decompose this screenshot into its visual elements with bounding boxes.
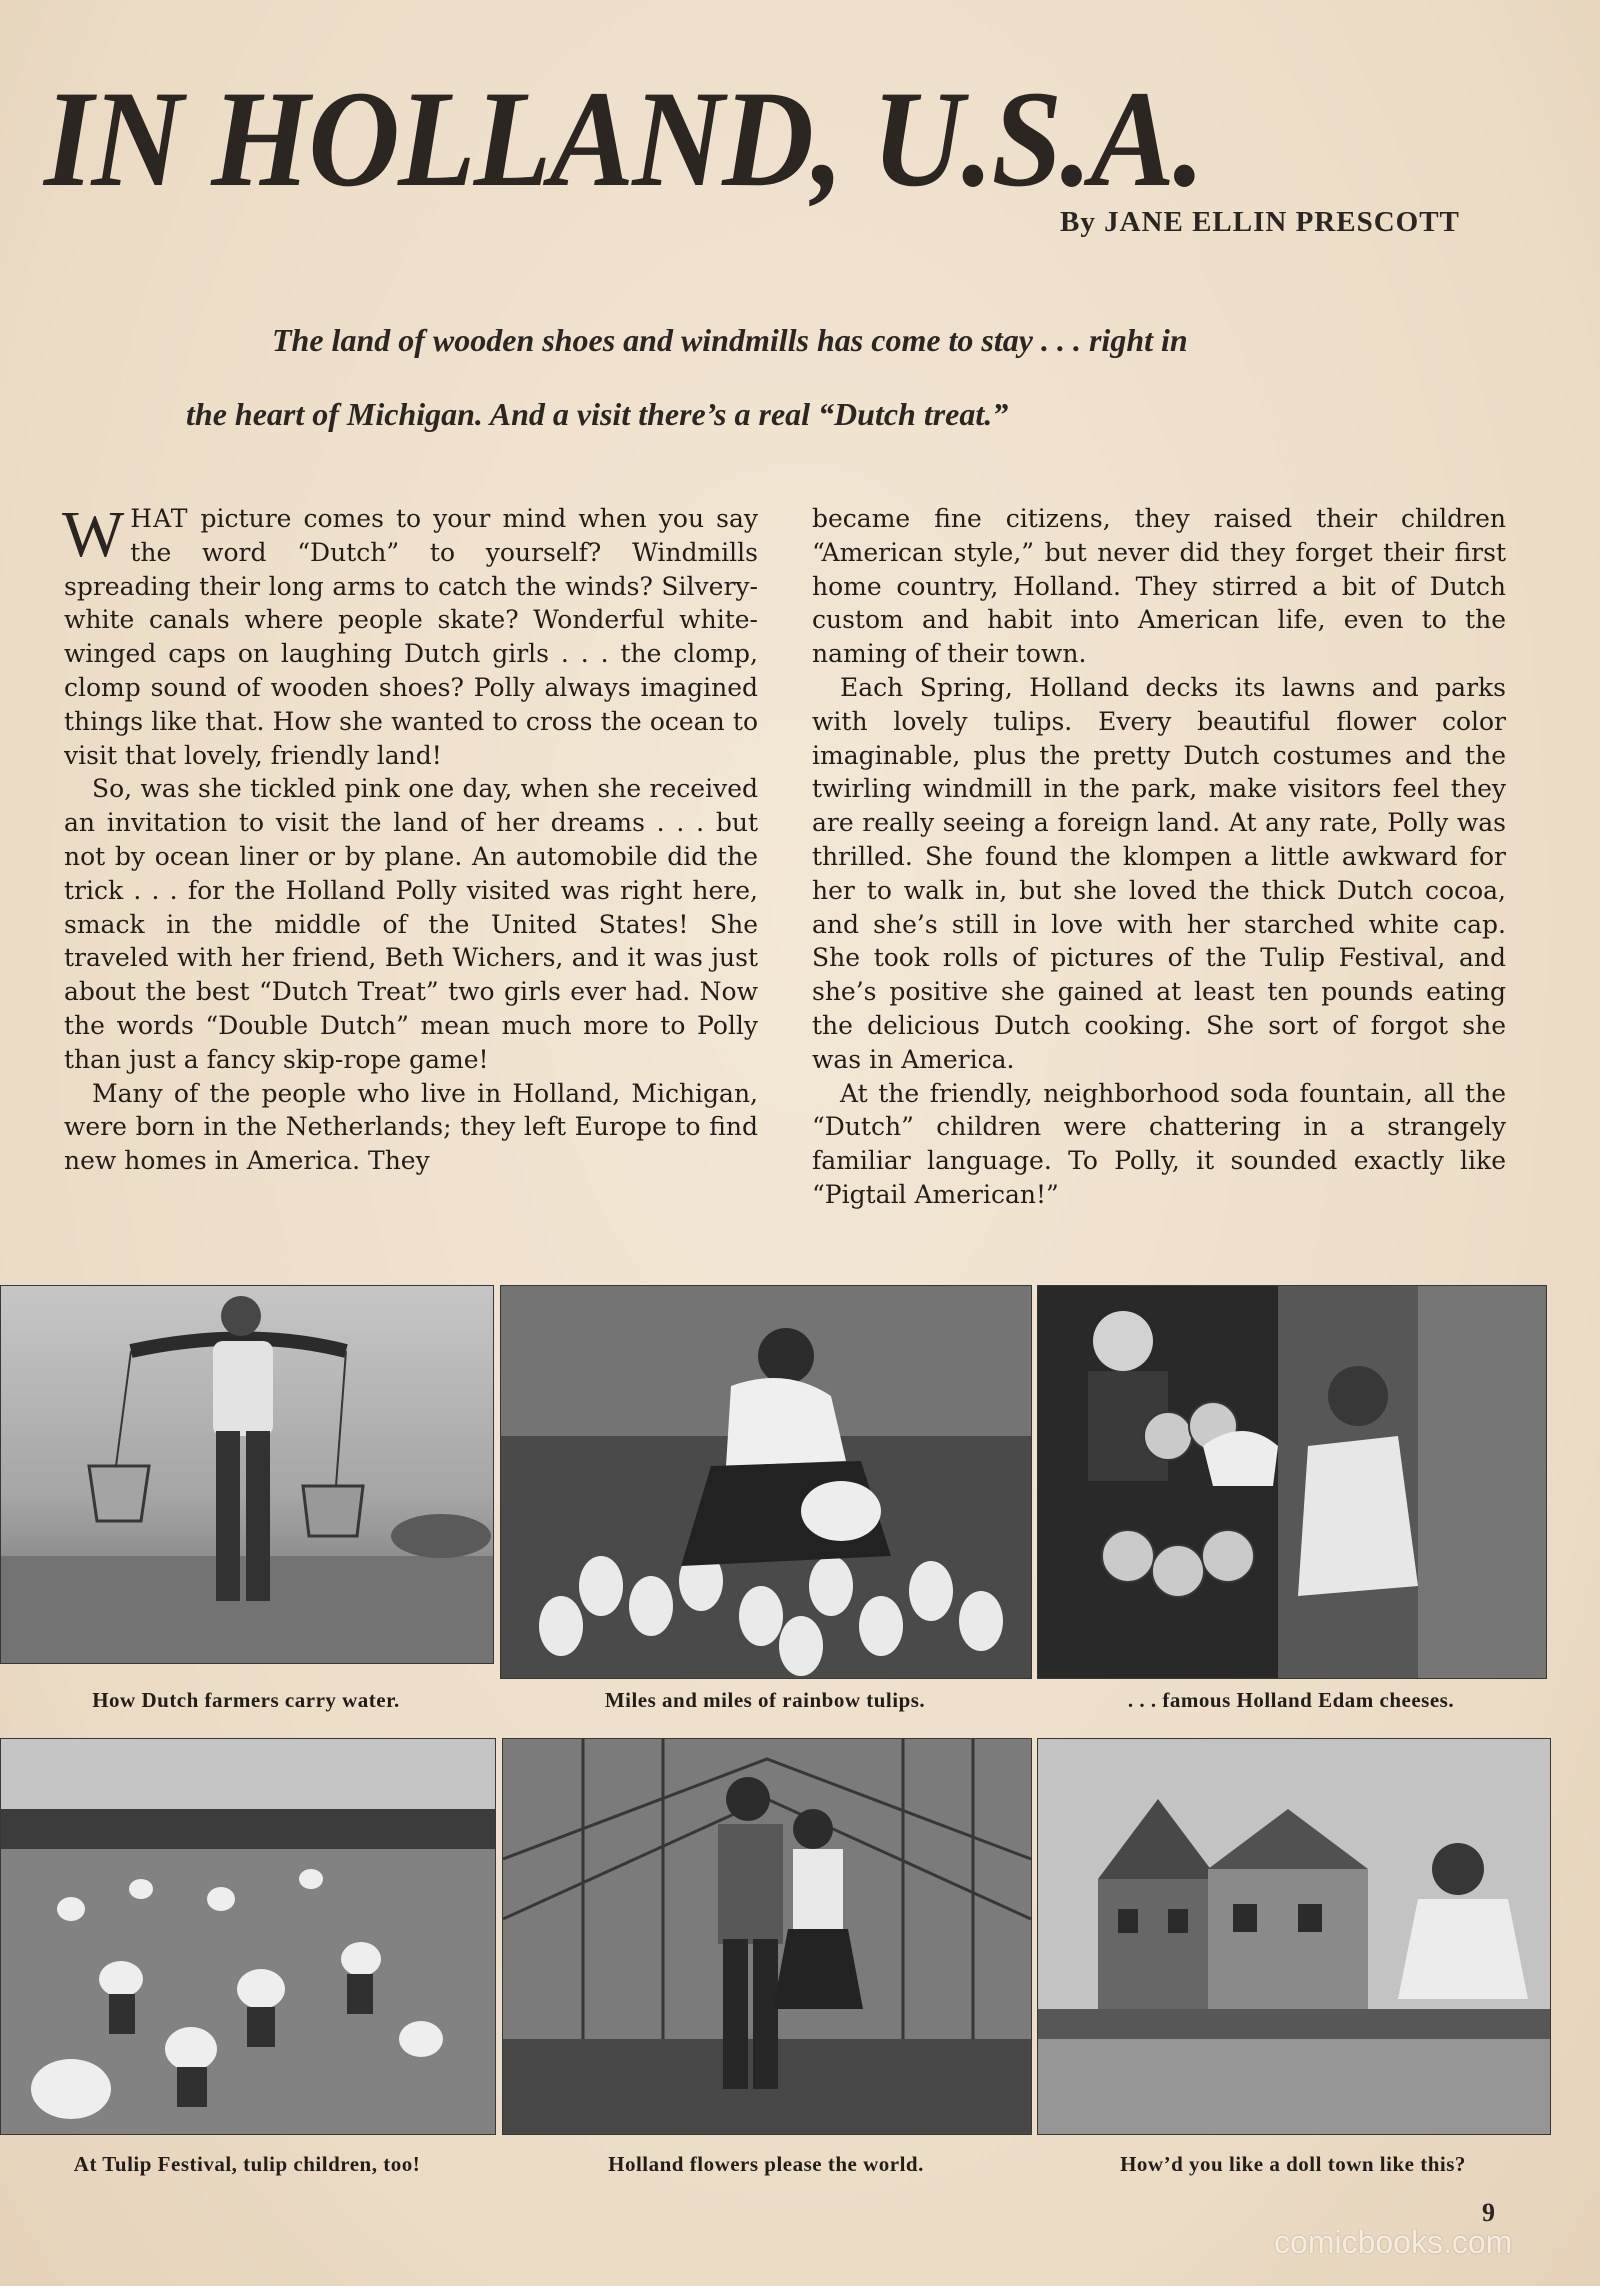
paragraph bbox=[62, 498, 758, 772]
caption-cheeses: . . . famous Holland Edam cheeses. bbox=[1127, 1688, 1455, 1712]
caption-doll-town: How’d you like a doll town like this? bbox=[1120, 2152, 1466, 2176]
photo-doll-town bbox=[1037, 1738, 1551, 2135]
caption-greenhouse: Holland flowers please the world. bbox=[608, 2152, 924, 2176]
subtitle-line-2: the heart of Michigan. And a visit there’s a real “Dutch treat.” bbox=[186, 396, 1009, 432]
photo-cheeses bbox=[1037, 1285, 1547, 1679]
watermark: comicbooks.com bbox=[1274, 2224, 1513, 2260]
paragraph: Many of the people who live in Holland, Michigan, were born in the Netherlands; they left Europe to find new homes in America. They bbox=[64, 1078, 758, 1176]
photo-festival-children-image bbox=[1, 1739, 495, 2134]
caption-tulips: Miles and miles of rainbow tulips. bbox=[604, 1688, 926, 1712]
photo-cheeses-image bbox=[1038, 1286, 1546, 1678]
text-column-right bbox=[812, 502, 1506, 1212]
paragraph-text: picture comes to your mind when you say the word “Dutch” to yourself? Windmills spreading their long arms to catch the winds? Silvery-white canals where people skate? Wonderful white-winged caps on laughing Dutch girls . . . the clomp, clomp sound of wooden shoes? Polly always imagined things like that. How she wanted to cross the ocean to visit that lovely, friendly land! bbox=[64, 504, 758, 770]
photo-tulips bbox=[500, 1285, 1032, 1679]
photo-greenhouse bbox=[502, 1738, 1032, 2135]
photo-tulips-image bbox=[501, 1286, 1031, 1678]
photo-water-carrier-image bbox=[1, 1286, 493, 1663]
photo-greenhouse-image bbox=[503, 1739, 1031, 2134]
caption-water: How Dutch farmers carry water. bbox=[92, 1688, 400, 1712]
byline: By JANE ELLIN PRESCOTT bbox=[1060, 206, 1460, 238]
photo-festival-children bbox=[0, 1738, 496, 2135]
subtitle-line-1: The land of wooden shoes and windmills has come to stay . . . right in bbox=[272, 322, 1188, 358]
photo-doll-town-image bbox=[1038, 1739, 1550, 2134]
paragraph: became fine citizens, they raised their children “American style,” but never did they forget their first home country, Holland. They stirred a bit of Dutch custom and habit into American life, even to the naming of their town. bbox=[812, 504, 1506, 669]
article-title: IN HOLLAND, U.S.A. bbox=[44, 62, 1203, 215]
opening-word: HAT bbox=[130, 504, 189, 533]
text-column-left bbox=[62, 498, 758, 1178]
caption-festival: At Tulip Festival, tulip children, too! bbox=[73, 2152, 421, 2176]
photo-water-carrier bbox=[0, 1285, 494, 1664]
paragraph: Each Spring, Holland decks its lawns and parks with lovely tulips. Every beautiful flower color imaginable, plus the pretty Dutch costumes and the twirling windmill in the park, make visitors feel they are really seeing a foreign land. At any rate, Polly was thrilled. She found the klompen a little awkward for her to walk in, but she loved the thick Dutch cocoa, and she’s still in love with her starched white cap. She took rolls of pictures of the Tulip Festival, and she’s positive she gained at least ten pounds eating the delicious Dutch cooking. She sort of forgot she was in America. bbox=[812, 672, 1506, 1074]
drop-cap: W bbox=[62, 498, 125, 571]
paragraph: So, was she tickled pink one day, when she received an invitation to visit the land of her dreams . . . but not by ocean liner or by plane. An automobile did the trick . . . for the Holland Polly visited was right here, smack in the middle of the United States! She traveled with her friend, Beth Wichers, and it was just about the best “Dutch Treat” two girls ever had. Now the words “Double Dutch” mean much more to Polly than just a fancy skip-rope game! bbox=[64, 774, 758, 1074]
page-number: 9 bbox=[1482, 2198, 1495, 2227]
paragraph: At the friendly, neighborhood soda fountain, all the “Dutch” children were chattering in a strangely familiar language. To Polly, it sounded exactly like “Pigtail American!” bbox=[812, 1078, 1506, 1209]
